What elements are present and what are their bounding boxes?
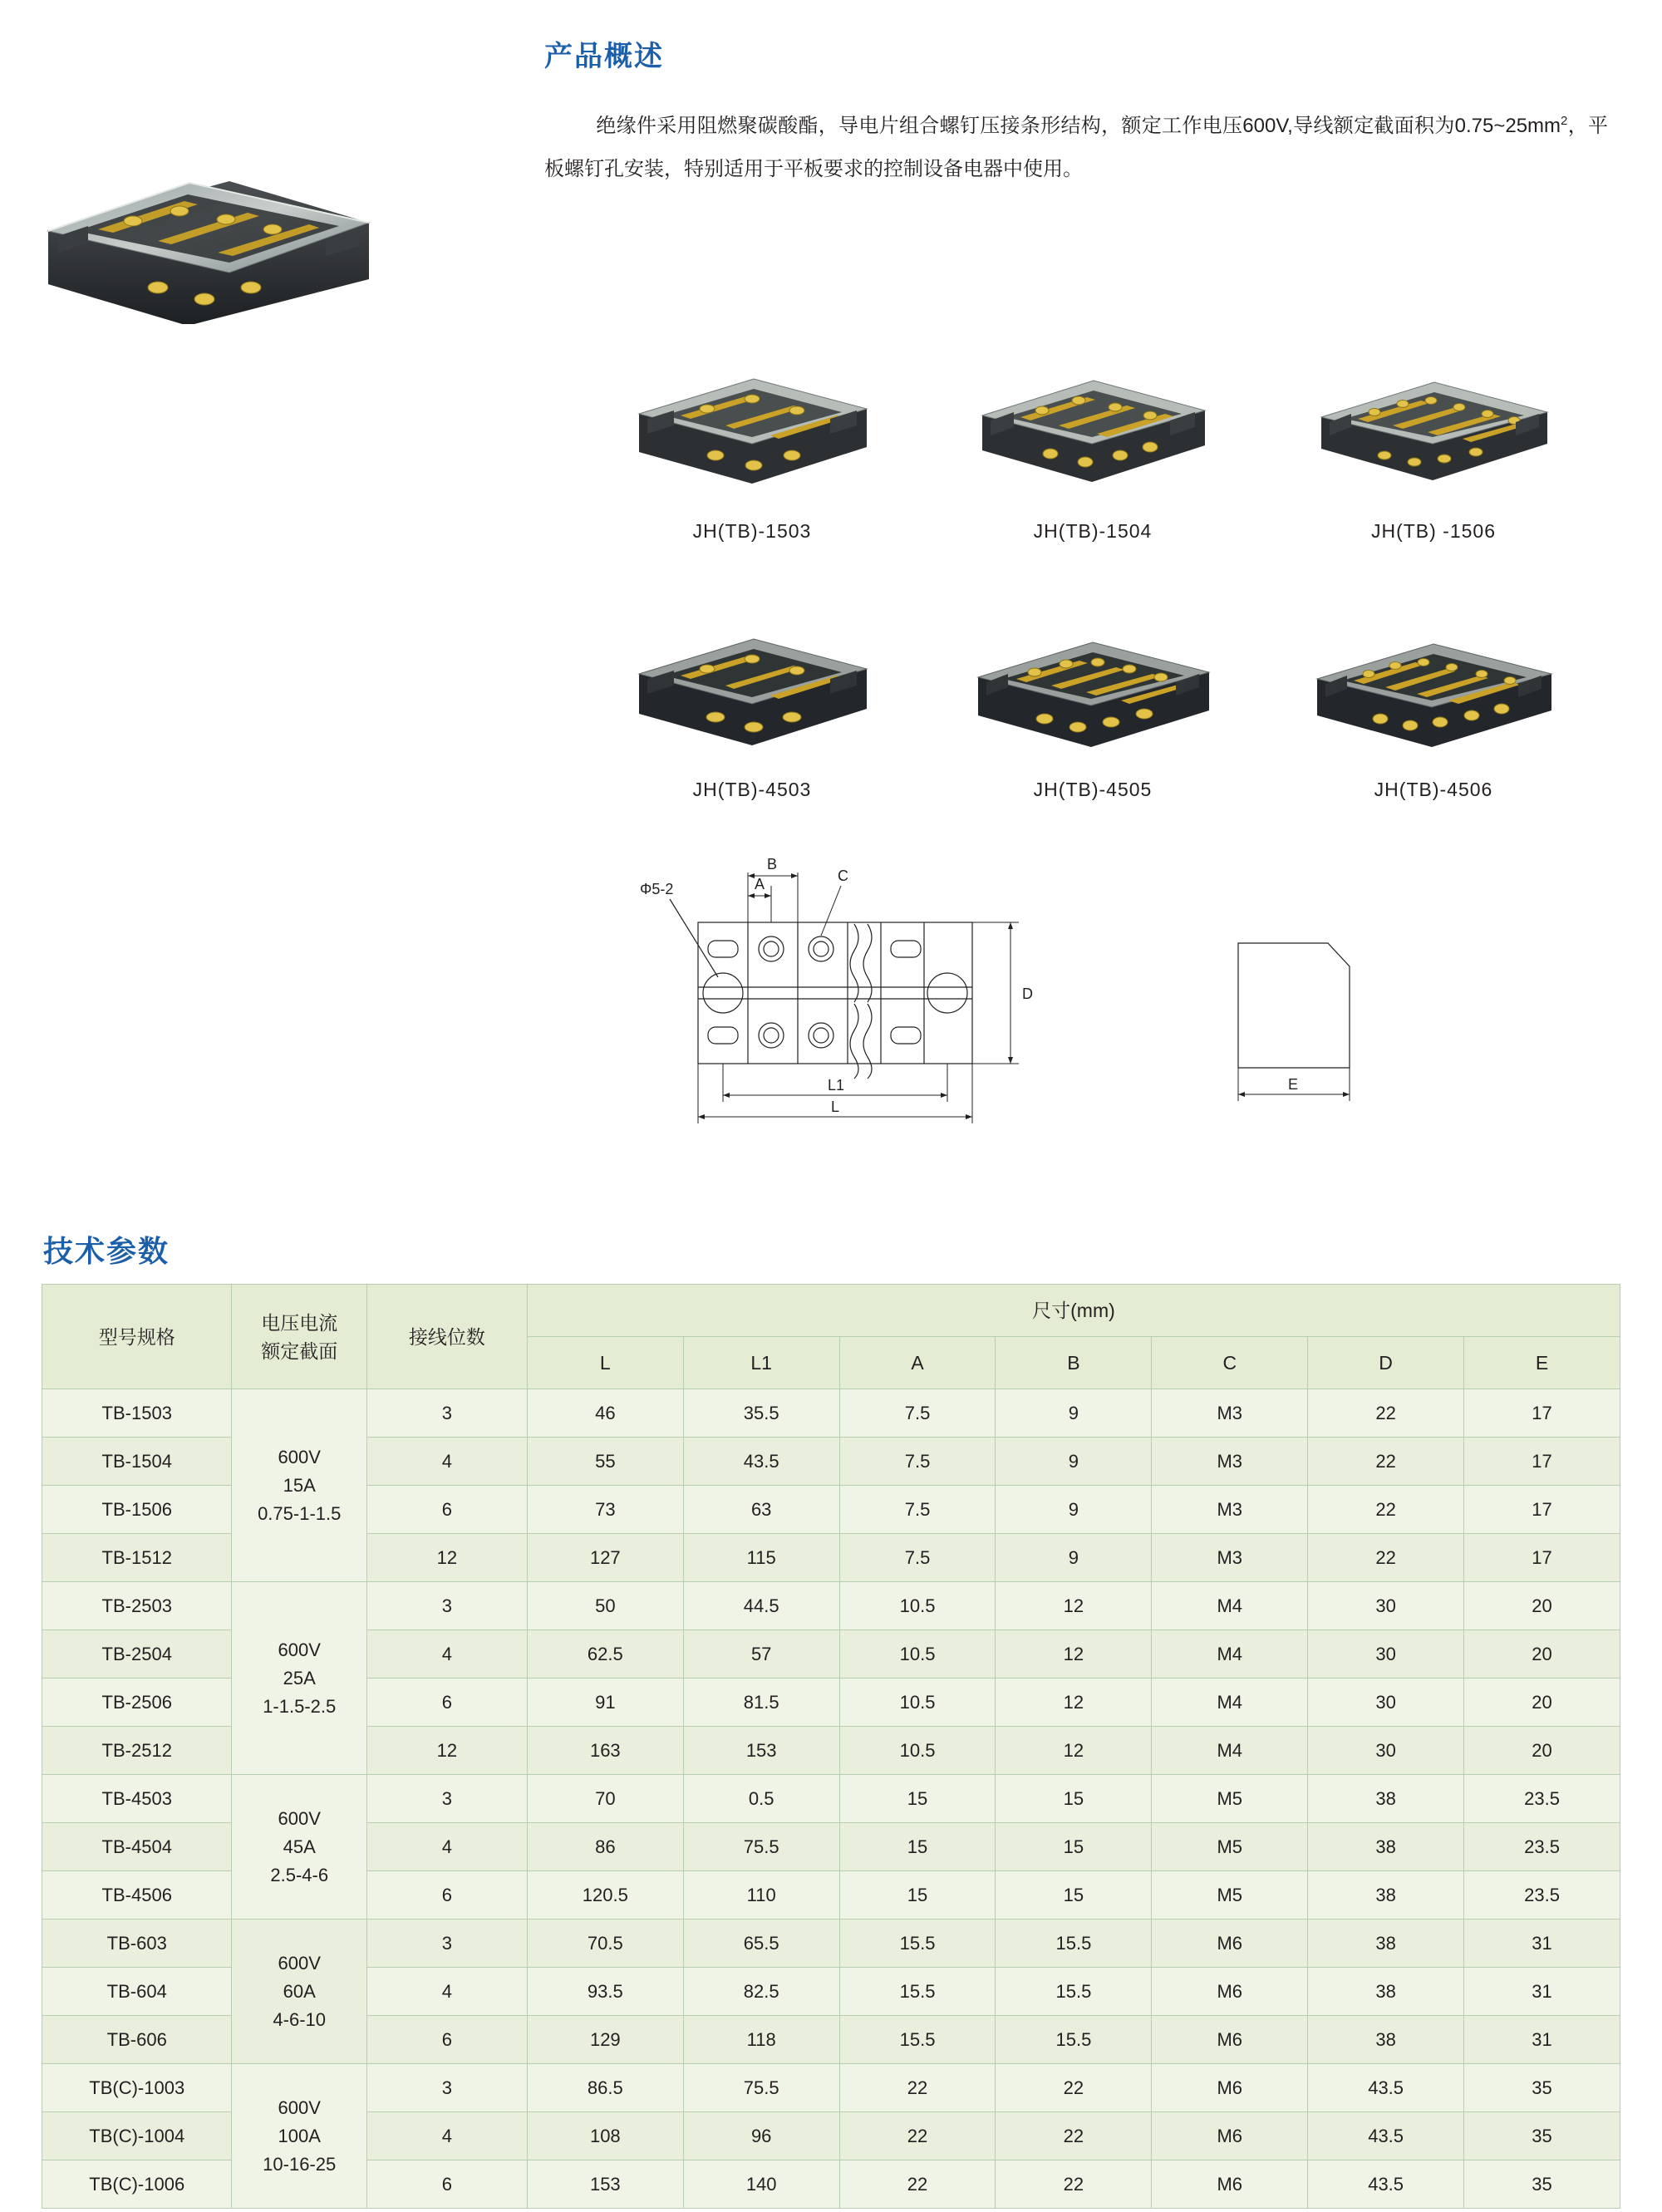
cell-dim-a: 10.5 bbox=[839, 1582, 996, 1630]
cell-dim-c: M3 bbox=[1152, 1534, 1308, 1582]
cell-dim-a: 15 bbox=[839, 1775, 996, 1823]
cell-dim-a: 15 bbox=[839, 1871, 996, 1920]
cell-dim-a: 15.5 bbox=[839, 1920, 996, 1968]
cell-dim-b: 15.5 bbox=[996, 1920, 1152, 1968]
cell-dim-e: 35 bbox=[1464, 2160, 1620, 2209]
row-spacer bbox=[582, 543, 1604, 607]
cell-positions: 12 bbox=[366, 1727, 527, 1775]
cell-dim-c: M4 bbox=[1152, 1727, 1308, 1775]
cell-dim-c: M4 bbox=[1152, 1582, 1308, 1630]
cell-dim-e: 17 bbox=[1464, 1438, 1620, 1486]
cell-dim-l: 91 bbox=[527, 1679, 683, 1727]
cell-dim-a: 10.5 bbox=[839, 1727, 996, 1775]
cell-dim-l1: 118 bbox=[683, 2016, 839, 2064]
cell-model: TB-4503 bbox=[42, 1775, 232, 1823]
product-cell bbox=[582, 607, 922, 801]
product-image bbox=[582, 607, 922, 765]
voltage-line: 0.75-1-1.5 bbox=[258, 1502, 342, 1524]
cell-positions: 3 bbox=[366, 2064, 527, 2112]
dim-label-B: B bbox=[767, 856, 778, 873]
cell-positions: 4 bbox=[366, 1438, 527, 1486]
cell-dim-l: 70.5 bbox=[527, 1920, 683, 1968]
cell-dim-l: 93.5 bbox=[527, 1968, 683, 2016]
specifications-table bbox=[42, 1284, 1620, 2209]
table-row bbox=[42, 2064, 1620, 2112]
cell-dim-l: 46 bbox=[527, 1389, 683, 1438]
side-view-svg bbox=[1205, 918, 1454, 1126]
product-image bbox=[582, 349, 922, 507]
cell-model: TB(C)-1003 bbox=[42, 2064, 232, 2112]
cell-dim-l: 70 bbox=[527, 1775, 683, 1823]
product-grid bbox=[582, 349, 1604, 801]
cell-voltage-current bbox=[232, 2064, 366, 2209]
table-row bbox=[42, 1389, 1620, 1438]
cell-dim-l1: 81.5 bbox=[683, 1679, 839, 1727]
cell-positions: 3 bbox=[366, 1389, 527, 1438]
terminal-block-icon bbox=[627, 607, 877, 749]
cell-dim-c: M3 bbox=[1152, 1389, 1308, 1438]
cell-dim-d: 38 bbox=[1308, 1775, 1464, 1823]
product-image bbox=[922, 607, 1263, 765]
table-row bbox=[42, 1920, 1620, 1968]
terminal-block-icon bbox=[627, 349, 877, 490]
overview-line-2a: 导线额定截面积为0.75~25mm bbox=[1292, 115, 1561, 137]
cell-dim-b: 15 bbox=[996, 1823, 1152, 1871]
voltage-line: 4-6-10 bbox=[273, 2008, 327, 2030]
dim-label-E: E bbox=[1288, 1076, 1299, 1093]
cell-voltage-current bbox=[232, 1582, 366, 1775]
col-header-dimensions: 尺寸(mm) bbox=[527, 1285, 1620, 1337]
cell-dim-l1: 75.5 bbox=[683, 2064, 839, 2112]
cell-positions: 6 bbox=[366, 2016, 527, 2064]
cell-dim-l: 129 bbox=[527, 2016, 683, 2064]
cell-model: TB-2512 bbox=[42, 1727, 232, 1775]
product-label: JH(TB)-1503 bbox=[692, 520, 812, 542]
cell-dim-d: 43.5 bbox=[1308, 2112, 1464, 2160]
col-header-voltage-line1: 电压电流 bbox=[261, 1311, 338, 1334]
cell-dim-d: 30 bbox=[1308, 1727, 1464, 1775]
cell-dim-d: 22 bbox=[1308, 1438, 1464, 1486]
cell-positions: 3 bbox=[366, 1920, 527, 1968]
cell-dim-l1: 43.5 bbox=[683, 1438, 839, 1486]
cell-dim-a: 22 bbox=[839, 2112, 996, 2160]
cell-dim-e: 31 bbox=[1464, 2016, 1620, 2064]
cell-dim-b: 22 bbox=[996, 2112, 1152, 2160]
cell-dim-l: 86.5 bbox=[527, 2064, 683, 2112]
cell-dim-c: M6 bbox=[1152, 2112, 1308, 2160]
cell-dim-a: 15 bbox=[839, 1823, 996, 1871]
cell-model: TB-2503 bbox=[42, 1582, 232, 1630]
cell-dim-a: 7.5 bbox=[839, 1486, 996, 1534]
cell-dim-d: 38 bbox=[1308, 1823, 1464, 1871]
col-header-L: L bbox=[527, 1337, 683, 1389]
dim-label-D: D bbox=[1022, 986, 1033, 1002]
cell-dim-l1: 110 bbox=[683, 1871, 839, 1920]
cell-dim-b: 15.5 bbox=[996, 1968, 1152, 2016]
cell-dim-e: 35 bbox=[1464, 2064, 1620, 2112]
cell-dim-a: 22 bbox=[839, 2160, 996, 2209]
table-head bbox=[42, 1285, 1620, 1389]
cell-dim-l1: 96 bbox=[683, 2112, 839, 2160]
col-header-positions: 接线位数 bbox=[366, 1285, 527, 1389]
cell-dim-l1: 57 bbox=[683, 1630, 839, 1679]
cell-dim-d: 38 bbox=[1308, 1920, 1464, 1968]
cell-dim-l1: 115 bbox=[683, 1534, 839, 1582]
overview-superscript: 2 bbox=[1561, 114, 1568, 128]
cell-positions: 3 bbox=[366, 1582, 527, 1630]
table-header-row bbox=[42, 1285, 1620, 1337]
voltage-line: 600V bbox=[278, 2096, 321, 2118]
cell-dim-b: 22 bbox=[996, 2064, 1152, 2112]
cell-dim-c: M3 bbox=[1152, 1486, 1308, 1534]
cell-positions: 6 bbox=[366, 1871, 527, 1920]
cell-dim-c: M5 bbox=[1152, 1775, 1308, 1823]
voltage-line: 25A bbox=[283, 1667, 316, 1688]
cell-dim-d: 38 bbox=[1308, 1968, 1464, 2016]
cell-dim-a: 10.5 bbox=[839, 1679, 996, 1727]
cell-positions: 6 bbox=[366, 2160, 527, 2209]
voltage-line: 15A bbox=[283, 1474, 316, 1496]
cell-dim-e: 23.5 bbox=[1464, 1775, 1620, 1823]
cell-dim-e: 20 bbox=[1464, 1679, 1620, 1727]
col-header-D: D bbox=[1308, 1337, 1464, 1389]
spec-section-title: 技术参数 bbox=[43, 1234, 170, 1268]
voltage-line: 600V bbox=[278, 1446, 321, 1467]
terminal-block-icon bbox=[1313, 349, 1554, 490]
terminal-block-icon bbox=[968, 607, 1217, 749]
cell-model: TB-1506 bbox=[42, 1486, 232, 1534]
cell-dim-l1: 35.5 bbox=[683, 1389, 839, 1438]
cell-dim-b: 15 bbox=[996, 1775, 1152, 1823]
cell-dim-l1: 65.5 bbox=[683, 1920, 839, 1968]
product-cell bbox=[922, 349, 1263, 543]
cell-model: TB-604 bbox=[42, 1968, 232, 2016]
cell-dim-b: 9 bbox=[996, 1389, 1152, 1438]
cell-dim-d: 43.5 bbox=[1308, 2064, 1464, 2112]
product-image bbox=[1263, 607, 1604, 765]
cell-dim-d: 22 bbox=[1308, 1486, 1464, 1534]
col-header-E: E bbox=[1464, 1337, 1620, 1389]
hero-terminal-block-illustration bbox=[33, 133, 382, 324]
cell-model: TB-2506 bbox=[42, 1679, 232, 1727]
col-header-L1: L1 bbox=[683, 1337, 839, 1389]
cell-dim-a: 10.5 bbox=[839, 1630, 996, 1679]
cell-dim-l1: 153 bbox=[683, 1727, 839, 1775]
product-label: JH(TB)-4503 bbox=[692, 779, 812, 800]
product-cell bbox=[582, 349, 922, 543]
cell-dim-d: 30 bbox=[1308, 1630, 1464, 1679]
cell-dim-b: 22 bbox=[996, 2160, 1152, 2209]
table-row bbox=[42, 1582, 1620, 1630]
cell-dim-b: 15 bbox=[996, 1871, 1152, 1920]
cell-dim-e: 35 bbox=[1464, 2112, 1620, 2160]
cell-dim-e: 31 bbox=[1464, 1920, 1620, 1968]
cell-model: TB-606 bbox=[42, 2016, 232, 2064]
voltage-line: 45A bbox=[283, 1836, 316, 1857]
cell-dim-l: 108 bbox=[527, 2112, 683, 2160]
cell-dim-l: 50 bbox=[527, 1582, 683, 1630]
cell-dim-d: 22 bbox=[1308, 1534, 1464, 1582]
cell-model: TB-1504 bbox=[42, 1438, 232, 1486]
cell-dim-e: 20 bbox=[1464, 1582, 1620, 1630]
cell-dim-a: 15.5 bbox=[839, 1968, 996, 2016]
cell-positions: 4 bbox=[366, 1968, 527, 2016]
cell-dim-b: 12 bbox=[996, 1582, 1152, 1630]
dim-label-A: A bbox=[755, 876, 765, 892]
cell-dim-a: 7.5 bbox=[839, 1438, 996, 1486]
cell-dim-b: 12 bbox=[996, 1679, 1152, 1727]
cell-dim-b: 12 bbox=[996, 1630, 1152, 1679]
cell-positions: 6 bbox=[366, 1486, 527, 1534]
cell-dim-c: M5 bbox=[1152, 1871, 1308, 1920]
cell-dim-e: 20 bbox=[1464, 1727, 1620, 1775]
terminal-block-icon bbox=[1309, 607, 1558, 749]
dim-label-C: C bbox=[838, 868, 848, 884]
product-row-2 bbox=[582, 607, 1604, 801]
dimension-drawing-side-view bbox=[1205, 918, 1454, 1130]
product-label: JH(TB)-4506 bbox=[1374, 779, 1493, 800]
voltage-line: 60A bbox=[283, 1980, 316, 2002]
cell-dim-d: 30 bbox=[1308, 1582, 1464, 1630]
col-header-A: A bbox=[839, 1337, 996, 1389]
cell-dim-l1: 44.5 bbox=[683, 1582, 839, 1630]
cell-positions: 3 bbox=[366, 1775, 527, 1823]
cell-dim-a: 15.5 bbox=[839, 2016, 996, 2064]
cell-voltage-current bbox=[232, 1389, 366, 1582]
voltage-line: 600V bbox=[278, 1952, 321, 1974]
cell-dim-c: M6 bbox=[1152, 2160, 1308, 2209]
dimension-drawing-top-view bbox=[632, 856, 1064, 1143]
overview-section-title: 产品概述 bbox=[544, 41, 664, 72]
cell-positions: 4 bbox=[366, 1823, 527, 1871]
cell-model: TB-1512 bbox=[42, 1534, 232, 1582]
cell-model: TB-2504 bbox=[42, 1630, 232, 1679]
cell-dim-c: M4 bbox=[1152, 1630, 1308, 1679]
cell-dim-e: 31 bbox=[1464, 1968, 1620, 2016]
voltage-line: 100A bbox=[278, 2125, 321, 2146]
col-header-voltage bbox=[232, 1285, 366, 1389]
cell-dim-c: M6 bbox=[1152, 2016, 1308, 2064]
col-header-C: C bbox=[1152, 1337, 1308, 1389]
cell-model: TB-603 bbox=[42, 1920, 232, 1968]
cell-dim-d: 38 bbox=[1308, 1871, 1464, 1920]
cell-dim-l1: 82.5 bbox=[683, 1968, 839, 2016]
product-cell bbox=[1263, 349, 1604, 543]
dimension-drawing-svg bbox=[632, 856, 1064, 1138]
cell-positions: 4 bbox=[366, 1630, 527, 1679]
cell-positions: 4 bbox=[366, 2112, 527, 2160]
hero-product-image bbox=[33, 133, 382, 324]
voltage-line: 1-1.5-2.5 bbox=[263, 1695, 337, 1717]
product-cell bbox=[1263, 607, 1604, 801]
cell-dim-c: M3 bbox=[1152, 1438, 1308, 1486]
cell-dim-d: 43.5 bbox=[1308, 2160, 1464, 2209]
voltage-line: 2.5-4-6 bbox=[270, 1864, 329, 1885]
col-header-B: B bbox=[996, 1337, 1152, 1389]
cell-voltage-current bbox=[232, 1775, 366, 1920]
table-row bbox=[42, 1775, 1620, 1823]
cell-dim-e: 23.5 bbox=[1464, 1871, 1620, 1920]
overview-line-3: 电器中使用。 bbox=[963, 158, 1083, 180]
cell-dim-l1: 0.5 bbox=[683, 1775, 839, 1823]
cell-dim-c: M6 bbox=[1152, 1920, 1308, 1968]
col-header-model: 型号规格 bbox=[42, 1285, 232, 1389]
cell-dim-e: 17 bbox=[1464, 1389, 1620, 1438]
cell-dim-a: 22 bbox=[839, 2064, 996, 2112]
cell-dim-e: 23.5 bbox=[1464, 1823, 1620, 1871]
product-row-1 bbox=[582, 349, 1604, 543]
col-header-voltage-line2: 额定截面 bbox=[261, 1339, 338, 1362]
cell-dim-l1: 75.5 bbox=[683, 1823, 839, 1871]
cell-model: TB-4506 bbox=[42, 1871, 232, 1920]
cell-model: TB-1503 bbox=[42, 1389, 232, 1438]
cell-dim-c: M4 bbox=[1152, 1679, 1308, 1727]
cell-dim-e: 17 bbox=[1464, 1486, 1620, 1534]
cell-model: TB-4504 bbox=[42, 1823, 232, 1871]
product-label: JH(TB)-1504 bbox=[1033, 520, 1153, 542]
cell-dim-l: 163 bbox=[527, 1727, 683, 1775]
cell-dim-b: 12 bbox=[996, 1727, 1152, 1775]
overview-line-2b: ，平板螺钉孔安装，特别适用于平板要求的控制设备 bbox=[544, 115, 1609, 180]
product-label: JH(TB) -1506 bbox=[1370, 520, 1497, 542]
cell-dim-c: M6 bbox=[1152, 1968, 1308, 2016]
cell-dim-d: 38 bbox=[1308, 2016, 1464, 2064]
cell-dim-l: 120.5 bbox=[527, 1871, 683, 1920]
table-body bbox=[42, 1389, 1620, 2209]
cell-dim-l: 73 bbox=[527, 1486, 683, 1534]
cell-dim-l: 62.5 bbox=[527, 1630, 683, 1679]
voltage-line: 10-16-25 bbox=[263, 2153, 337, 2175]
voltage-line: 600V bbox=[278, 1639, 321, 1660]
cell-dim-l: 55 bbox=[527, 1438, 683, 1486]
cell-dim-d: 22 bbox=[1308, 1389, 1464, 1438]
cell-dim-e: 20 bbox=[1464, 1630, 1620, 1679]
product-image bbox=[1263, 349, 1604, 507]
cell-dim-b: 15.5 bbox=[996, 2016, 1152, 2064]
dim-label-L: L bbox=[831, 1099, 840, 1115]
dim-label-L1: L1 bbox=[828, 1077, 845, 1094]
cell-positions: 12 bbox=[366, 1534, 527, 1582]
cell-dim-l: 86 bbox=[527, 1823, 683, 1871]
cell-dim-b: 9 bbox=[996, 1534, 1152, 1582]
cell-dim-b: 9 bbox=[996, 1438, 1152, 1486]
cell-dim-d: 30 bbox=[1308, 1679, 1464, 1727]
overview-paragraph bbox=[544, 100, 1608, 191]
hole-label: Φ5-2 bbox=[640, 881, 674, 897]
cell-dim-a: 7.5 bbox=[839, 1534, 996, 1582]
overview-line-1: 绝缘件采用阻燃聚碳酸酯，导电片组合螺钉压接条形结构，额定工作电压600V, bbox=[596, 115, 1293, 137]
cell-dim-l1: 140 bbox=[683, 2160, 839, 2209]
voltage-line: 600V bbox=[278, 1807, 321, 1829]
cell-model: TB(C)-1004 bbox=[42, 2112, 232, 2160]
cell-dim-c: M5 bbox=[1152, 1823, 1308, 1871]
cell-dim-l: 127 bbox=[527, 1534, 683, 1582]
cell-dim-c: M6 bbox=[1152, 2064, 1308, 2112]
cell-model: TB(C)-1006 bbox=[42, 2160, 232, 2209]
cell-voltage-current bbox=[232, 1920, 366, 2064]
cell-dim-l1: 63 bbox=[683, 1486, 839, 1534]
cell-dim-e: 17 bbox=[1464, 1534, 1620, 1582]
product-label: JH(TB)-4505 bbox=[1033, 779, 1153, 800]
product-cell bbox=[922, 607, 1263, 801]
product-image bbox=[922, 349, 1263, 507]
cell-positions: 6 bbox=[366, 1679, 527, 1727]
cell-dim-b: 9 bbox=[996, 1486, 1152, 1534]
cell-dim-l: 153 bbox=[527, 2160, 683, 2209]
cell-dim-a: 7.5 bbox=[839, 1389, 996, 1438]
terminal-block-icon bbox=[972, 349, 1213, 490]
